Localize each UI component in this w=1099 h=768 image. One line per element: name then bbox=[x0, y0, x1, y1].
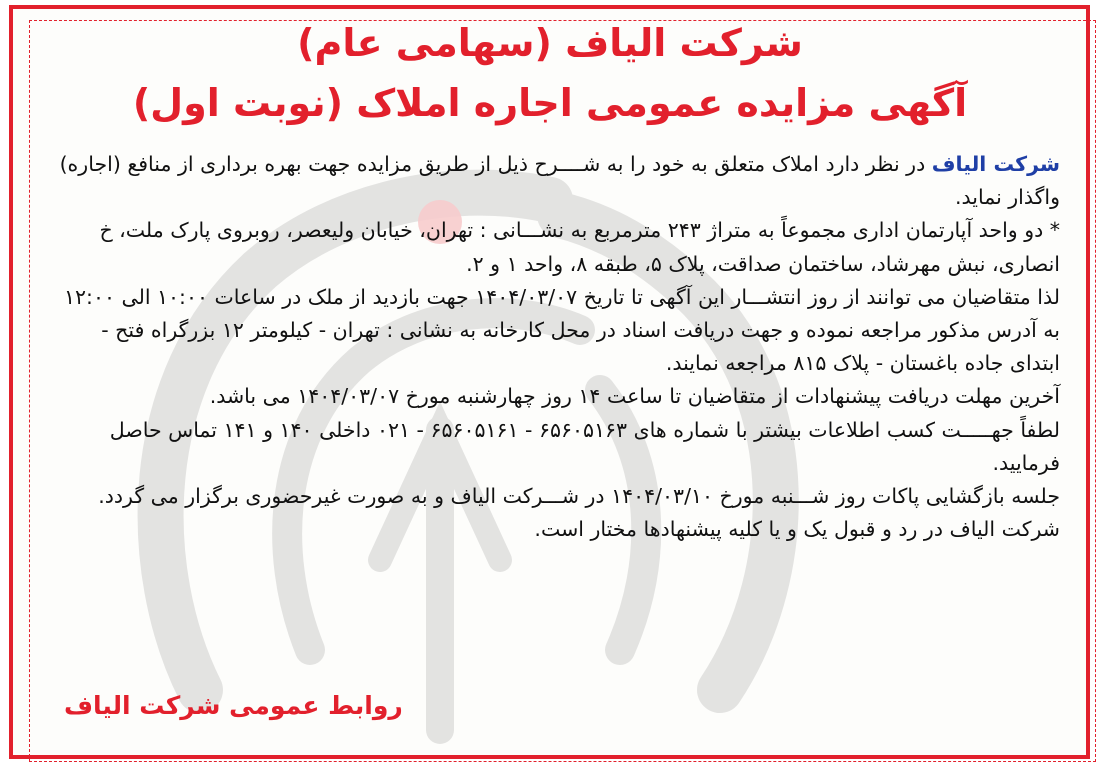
company-title: شرکت الیاف (سهامی عام) bbox=[297, 21, 803, 65]
rights-paragraph: شرکت الیاف در رد و قبول یک و یا کلیه پیشنهادها مختار است. bbox=[534, 517, 1060, 542]
property-paragraph: * دو واحد آپارتمان اداری مجموعاً به متراژ ۲۴۳ مترمربع به نشـــانی : تهران، خیابان ولیعصر، روبروی پارک ملت، خ انصاری، نبش مهرشاد، ساختمان صداقت، پلاک ۵، طبقه ۸، واحد ۱ و ۲. bbox=[99, 218, 1060, 276]
signature: روابط عمومی شرکت الیاف bbox=[64, 691, 403, 720]
visit-paragraph: لذا متقاضیان می توانند از روز انتشـــار این آگهی تا تاریخ ۱۴۰۴/۰۳/۰۷ جهت بازدید از ملک در ساعات ۱۰:۰۰ الی ۱۲:۰۰ به آدرس مذکور مراجعه نموده و جهت دریافت اسناد در محل کارخانه به نشانی : تهران - کیلومتر ۱۲ بزرگراه فتح - ابتدای جاده باغستان - پلاک ۸۱۵ مراجعه نمایند. bbox=[64, 284, 1060, 376]
intro-text: در نظر دارد املاک متعلق به خود را به شــــرح ذیل از طریق مزایده جهت بهره برداری از منافع (اجاره) واگذار نماید. bbox=[59, 152, 1060, 210]
deadline-paragraph: آخرین مهلت دریافت پیشنهادات از متقاضیان تا ساعت ۱۴ روز چهارشنبه مورخ ۱۴۰۴/۰۳/۰۷ می باشد. bbox=[209, 384, 1060, 409]
company-name: شرکت الیاف bbox=[931, 152, 1060, 176]
intro-paragraph bbox=[50, 148, 1060, 214]
notice-body bbox=[50, 148, 1060, 546]
notice-title: آگهی مزایده عمومی اجاره املاک (نوبت اول) bbox=[132, 81, 968, 125]
contact-paragraph: لطفاً جهـــــت کسب اطلاعات بیشتر با شماره های ۶۵۶۰۵۱۶۳ - ۶۵۶۰۵۱۶۱ - ۰۲۱ داخلی ۱۴۰ و ۱۴۱ تماس حاصل فرمایید. bbox=[109, 417, 1060, 475]
opening-paragraph: جلسه بازگشایی پاکات روز شـــنبه مورخ ۱۴۰۴/۰۳/۱۰ در شـــرکت الیاف و به صورت غیرحضوری برگزار می گردد. bbox=[98, 484, 1060, 509]
